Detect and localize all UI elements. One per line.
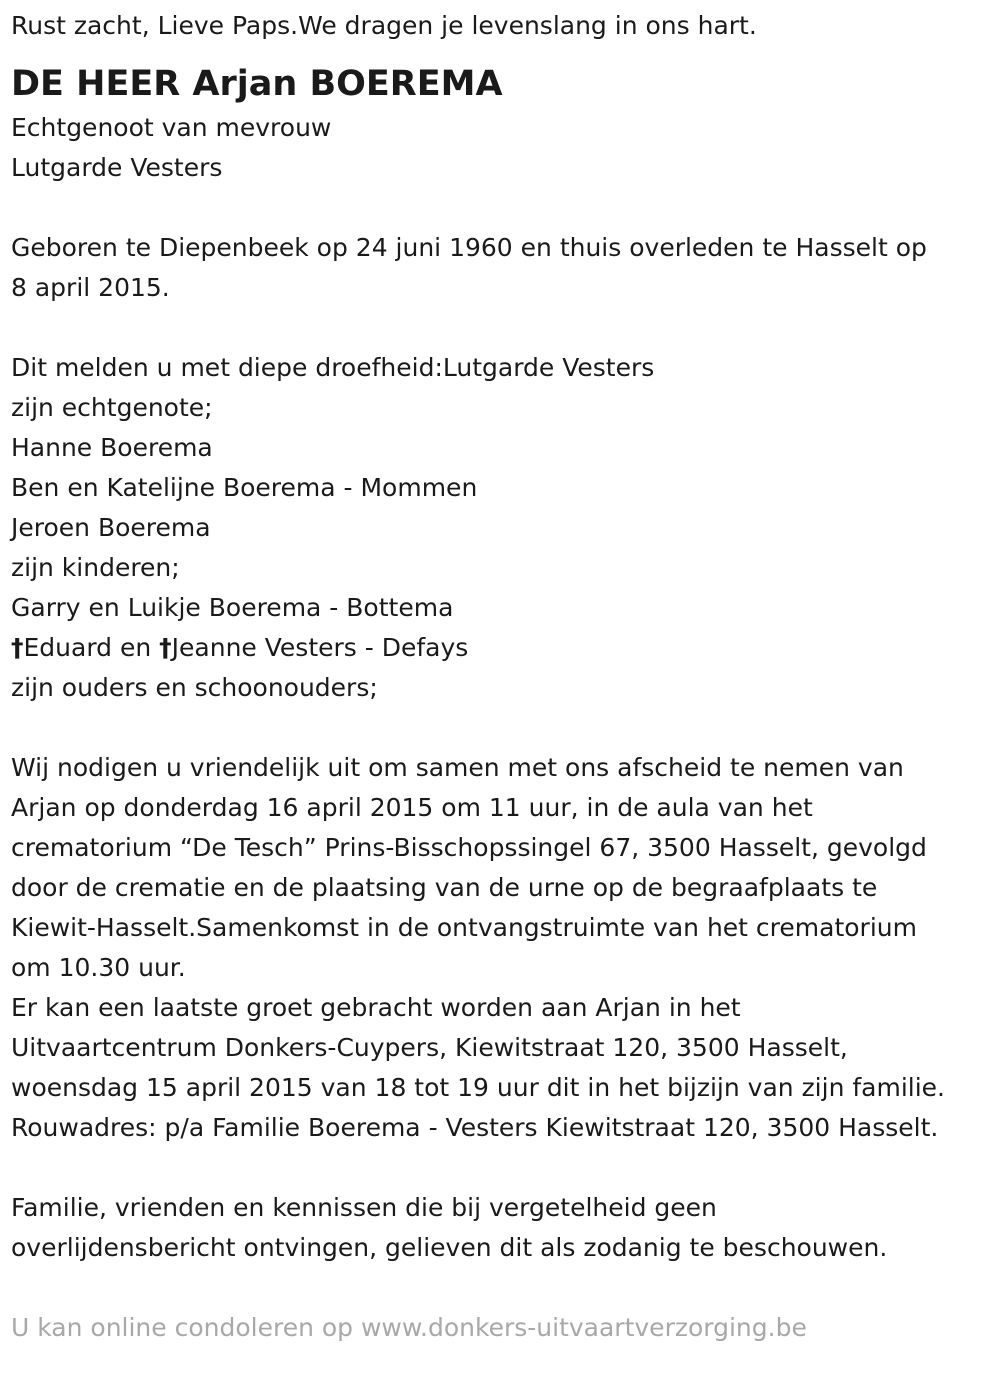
ceremony-line: Arjan op donderdag 16 april 2015 om 11 uur, in de aula van het (11, 793, 813, 822)
parent-first-name: Eduard en (23, 633, 160, 662)
name-heading: DE HEER Arjan BOEREMA (11, 64, 503, 104)
ceremony-line: om 10.30 uur. (11, 953, 186, 982)
spouse-line: Lutgarde Vesters (11, 153, 223, 182)
ceremony-line: crematorium “De Tesch” Prins-Bisschopssingel 67, 3500 Hasselt, gevolgd (11, 833, 927, 862)
announced-by-block (11, 348, 996, 708)
parent-second-name: Jeanne Vesters - Defays (171, 633, 469, 662)
ceremony-line: door de crematie en de plaatsing van de urne op de begraafplaats te (11, 873, 878, 902)
ceremony-line: Uitvaartcentrum Donkers-Cuypers, Kiewitstraat 120, 3500 Hasselt, (11, 1033, 848, 1062)
announced-by-line: zijn echtgenote; (11, 393, 213, 422)
announced-by-line: Dit melden u met diepe droefheid:Lutgarde Vesters (11, 353, 655, 382)
announced-by-line: Ben en Katelijne Boerema - Mommen (11, 473, 478, 502)
birth-death-line: 8 april 2015. (11, 273, 170, 302)
ceremony-line: Kiewit-Hasselt.Samenkomst in de ontvangstruimte van het crematorium (11, 913, 917, 942)
birth-death-block (11, 228, 996, 308)
ceremony-line: Wij nodigen u vriendelijk uit om samen met ons afscheid te nemen van (11, 753, 904, 782)
announced-by-line: Jeroen Boerema (11, 513, 211, 542)
ceremony-block (11, 748, 996, 1148)
ceremony-line: Er kan een laatste groet gebracht worden aan Arjan in het (11, 993, 741, 1022)
ceremony-line: woensdag 15 april 2015 van 18 tot 19 uur dit in het bijzijn van zijn familie. (11, 1073, 946, 1102)
birth-death-line: Geboren te Diepenbeek op 24 juni 1960 en thuis overleden te Hasselt op (11, 233, 927, 262)
spouse-block (11, 108, 996, 188)
cross-icon: † (159, 633, 172, 662)
condolence-footer: U kan online condoleren op www.donkers-uitvaartverzorging.be (11, 1313, 807, 1342)
obituary-document (11, 0, 996, 1348)
closing-block (11, 1188, 996, 1268)
opening-line: Rust zacht, Lieve Paps.We dragen je levenslang in ons hart. (11, 11, 757, 40)
parents-role-line: zijn ouders en schoonouders; (11, 673, 378, 702)
announced-by-line: zijn kinderen; (11, 553, 180, 582)
parents-line (11, 628, 996, 668)
spouse-line: Echtgenoot van mevrouw (11, 113, 332, 142)
cross-icon: † (11, 633, 24, 662)
closing-line: Familie, vrienden en kennissen die bij vergetelheid geen (11, 1193, 717, 1222)
announced-by-line: Garry en Luikje Boerema - Bottema (11, 593, 454, 622)
ceremony-line: Rouwadres: p/a Familie Boerema - Vesters Kiewitstraat 120, 3500 Hasselt. (11, 1113, 939, 1142)
announced-by-line: Hanne Boerema (11, 433, 213, 462)
closing-line: overlijdensbericht ontvingen, gelieven dit als zodanig te beschouwen. (11, 1233, 888, 1262)
